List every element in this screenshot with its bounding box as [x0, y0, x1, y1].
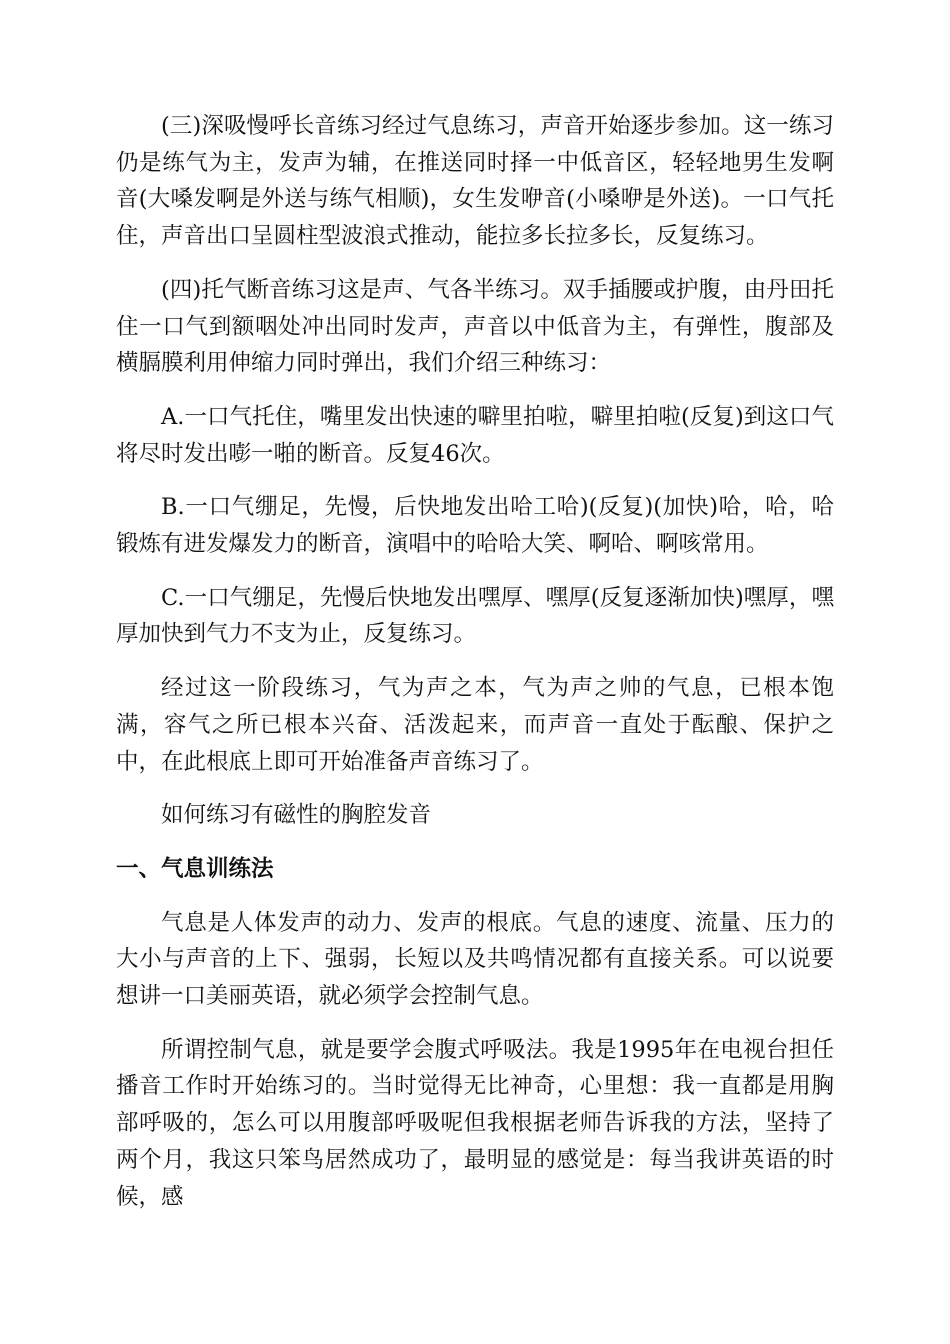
paragraph-exercise-b: B.一口气绷足，先慢，后快地发出哈工哈)(反复)(加快)哈，哈，哈锻炼有进发爆发力的断音，演唱中的哈哈大笑、啊哈、啊咳常用。	[116, 494, 834, 558]
paragraph-staccato-practice: (四)托气断音练习这是声、气各半练习。双手插腰或护腹，由丹田托住一口气到额咽处冲出同时发声，声音以中低音为主，有弹性，腹部及横膈膜利用伸缩力同时弹出，我们介绍三种练习：	[116, 276, 834, 377]
paragraph-breath-basics: 气息是人体发声的动力、发声的根底。气息的速度、流量、压力的大小与声音的上下、强弱，长短以及共鸣情况都有直接关系。可以说要想讲一口美丽英语，就必须学会控制气息。	[116, 909, 834, 1010]
paragraph-deep-breath-long-tone: (三)深吸慢呼长音练习经过气息练习，声音开始逐步参加。这一练习仍是练气为主，发声为辅，在推送同时择一中低音区，轻轻地男生发啊音(大嗓发啊是外送与练气相顺)，女生发咿音(小嗓咿是外送)。一口气托住，声音出口呈圆柱型波浪式推动，能拉多长拉多长，反复练习。	[116, 113, 834, 250]
paragraph-stage-summary: 经过这一阶段练习，气为声之本，气为声之帅的气息，已根本饱满，容气之所已根本兴奋、活泼起来，而声音一直处于酝酿、保护之中，在此根底上即可开始准备声音练习了。	[116, 675, 834, 775]
subtitle: 如何练习有磁性的胸腔发音	[161, 802, 432, 829]
paragraph-exercise-c: C.一口气绷足，先慢后快地发出嘿厚、嘿厚(反复逐渐加快)嘿厚，嘿厚加快到气力不支为止，反复练习。	[116, 584, 834, 648]
document-page	[116, 108, 834, 1232]
section-heading: 一、气息训练法	[116, 855, 274, 882]
paragraph-abdominal-breathing: 所谓控制气息，就是要学会腹式呼吸法。我是1995年在电视台担任播音工作时开始练习的。当时觉得无比神奇，心里想：我一直都是用胸部呼吸的，怎么可以用腹部呼吸呢但我根据老师告诉我的方法，坚持了两个月，我这只笨鸟居然成功了，最明显的感觉是：每当我讲英语的时候，感	[116, 1036, 834, 1210]
paragraph-exercise-a: A.一口气托住，嘴里发出快速的噼里拍啦，噼里拍啦(反复)到这口气将尽时发出嘭一啪的断音。反复46次。	[116, 403, 834, 467]
